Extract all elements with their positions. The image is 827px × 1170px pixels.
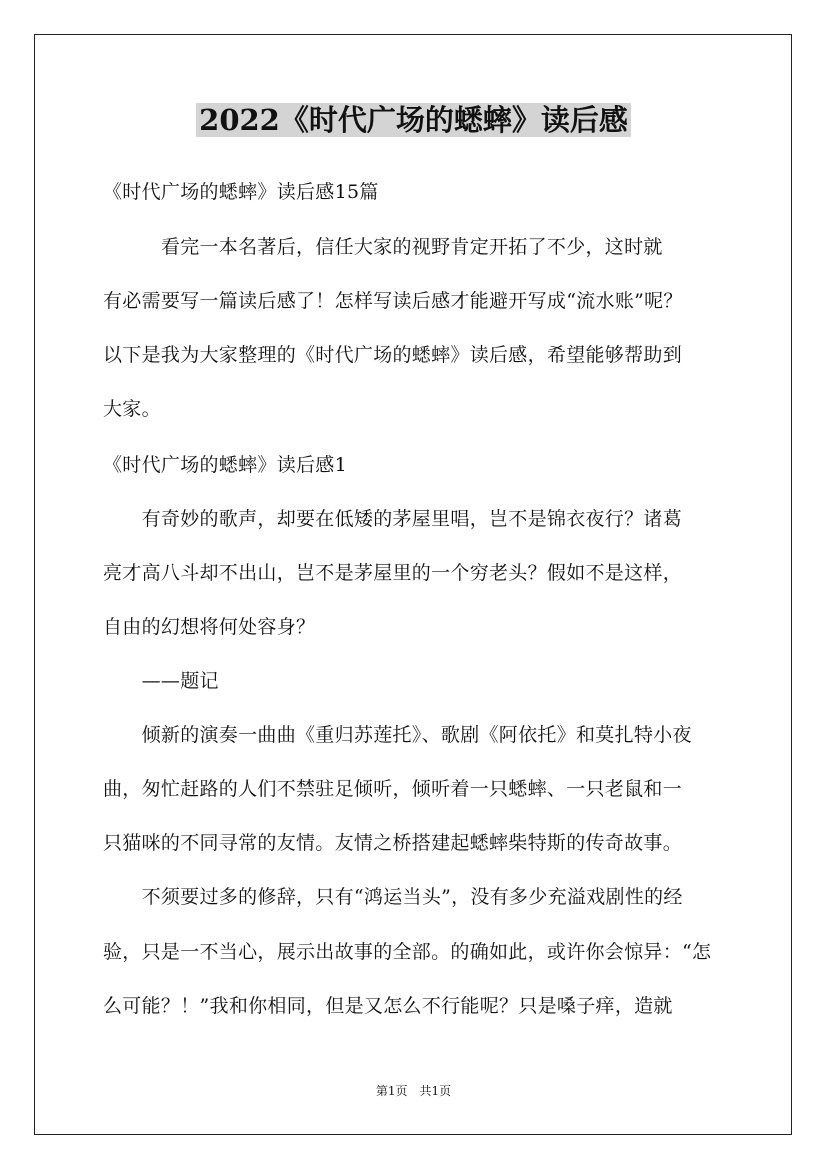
subtitle-line: 《时代广场的蟋蟀》读后感15篇 [103, 181, 379, 203]
epigraph-line: ——题记 [103, 670, 219, 692]
paragraph-line: 不须要过多的修辞，只有“鸿运当头”，没有多少充溢戏剧性的经 [103, 886, 683, 908]
paragraph-line: 以下是我为大家整理的《时代广场的蟋蟀》读后感，希望能够帮助到 [103, 344, 683, 366]
paragraph-line: 曲，匆忙赶路的人们不禁驻足倾听，倾听着一只蟋蟀、一只老鼠和一 [103, 778, 683, 800]
paragraph-line: 有必需要写一篇读后感了！怎样写读后感才能避开写成“流水账”呢？ [103, 290, 683, 312]
paragraph-line: 只猫咪的不同寻常的友情。友情之桥搭建起蟋蟀柴特斯的传奇故事。 [103, 832, 683, 854]
paragraph-line: 倾新的演奏一曲曲《重归苏莲托》、歌剧《阿依托》和莫扎特小夜 [103, 724, 692, 746]
paragraph-line: 验，只是一不当心，展示出故事的全部。的确如此，或许你会惊异：“怎 [103, 941, 712, 963]
section-heading: 《时代广场的蟋蟀》读后感1 [103, 454, 347, 476]
paragraph-line: 亮才高八斗却不出山，岂不是茅屋里的一个穷老头？假如不是这样， [103, 562, 683, 584]
paragraph-line: 么可能？！”我和你相同，但是又怎么不行能呢？只是嗓子痒，造就 [103, 995, 673, 1017]
paragraph-line: 有奇妙的歌声，却要在低矮的茅屋里唱，岂不是锦衣夜行？诸葛 [103, 508, 683, 530]
paragraph-line: 看完一本名著后，信任大家的视野肯定开拓了不少，这时就 [103, 236, 663, 258]
document-title [0, 100, 827, 140]
paragraph-line: 大家。 [103, 398, 161, 420]
page-footer: 第1页 共1页 [375, 1084, 452, 1098]
paragraph-line: 自由的幻想将何处容身？ [103, 616, 316, 638]
document-title-text: 2022《时代广场的蟋蟀》读后感 [196, 103, 631, 137]
